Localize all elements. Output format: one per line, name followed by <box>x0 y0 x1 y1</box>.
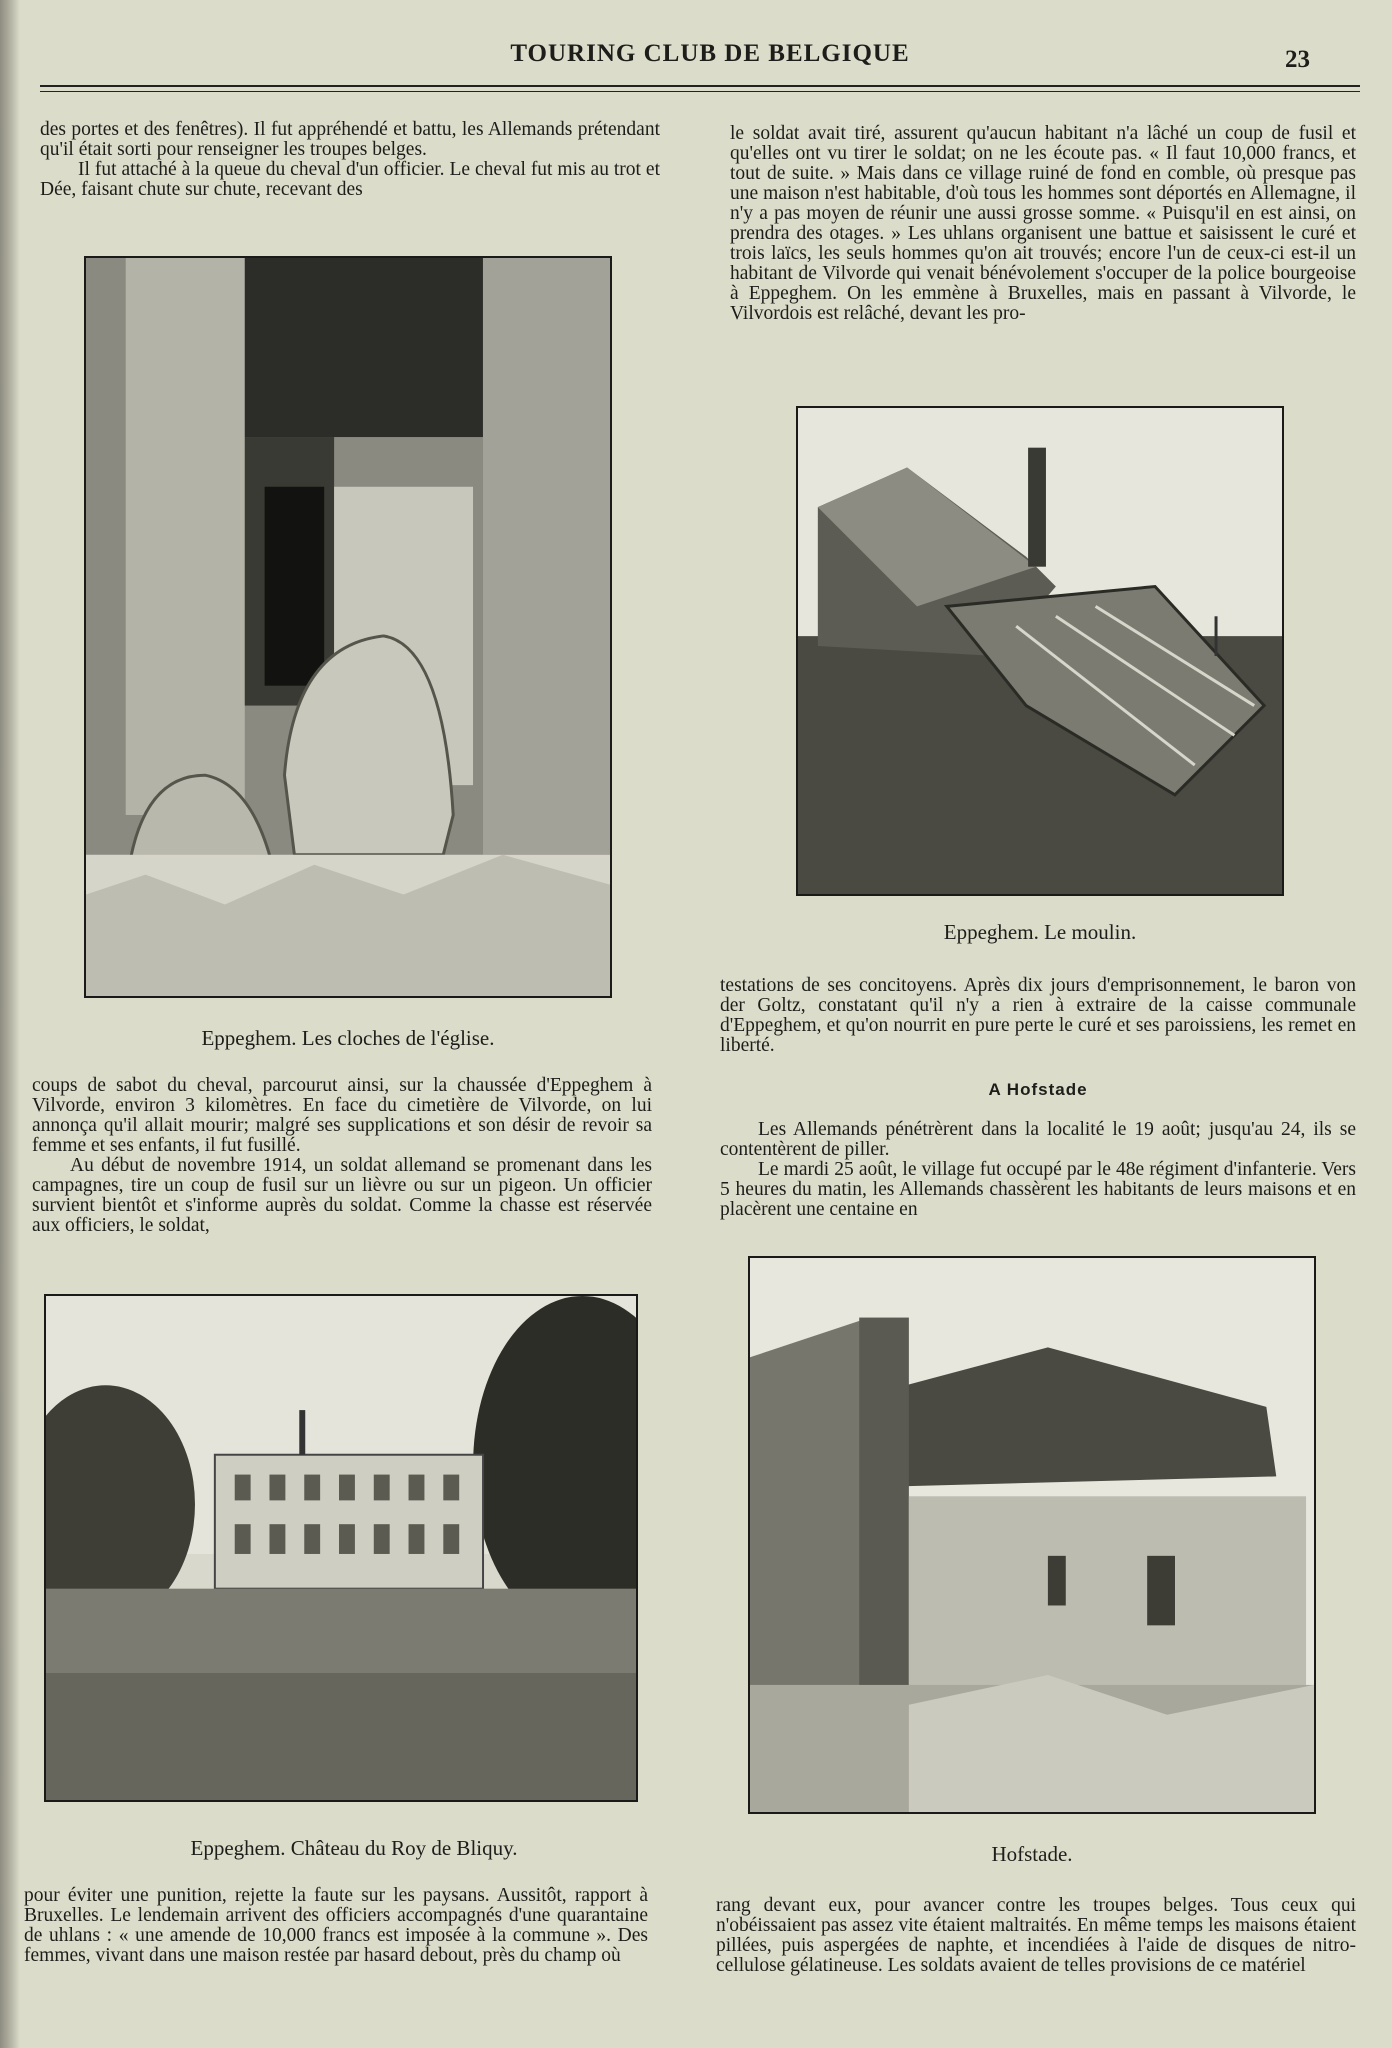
page-number: 23 <box>1285 46 1310 73</box>
paragraph: Au début de novembre 1914, un soldat allemand se promenant dans les campagnes, tire un coup de fusil sur un lièvre ou sur un pigeon. Un officier survient bientôt et s'informe auprès du soldat. Comme la chasse est réservée aux officiers, le soldat, <box>32 1155 652 1236</box>
ruined-house-photo <box>748 1256 1316 1814</box>
binding-shadow <box>0 0 20 2048</box>
paragraph: le soldat avait tiré, assurent qu'aucun habitant n'a lâché un coup de fusil et qu'elles ont vu tirer le soldat; on ne les écoute pas. « Il faut 10,000 francs, et tout de suite. » Mais dans ce village ruiné de fond en comble, où presque pas une maison n'est habitable, d'où tous les hommes sont déportés en Allemagne, il n'y a pas moyen de réunir une aussi grosse somme. « Puisqu'il en est ainsi, on prendra des otages. » Les uhlans organisent une battue et saisissent le curé et trois laïcs, les seuls hommes qu'on ait trouvés; encore l'un de ceux-ci est-il un habitant de Vilvorde qui venait bénévolement s'occuper de la police bourgeoise à Eppeghem. On les emmène à Bruxelles, mais en passant à Vilvorde, le Vilvordois est relâché, devant les pro- <box>730 123 1356 324</box>
right-column-bottom-text <box>716 1896 1356 1976</box>
paragraph: Les Allemands pénétrèrent dans la localité le 19 août; jusqu'au 24, ils se contentèrent de piller. <box>720 1119 1356 1160</box>
church-bells-photo <box>84 256 612 998</box>
caption-hofstade: Hofstade. <box>991 1842 1073 1866</box>
header-rule-thin <box>40 91 1360 92</box>
left-column-top-text <box>40 120 660 200</box>
section-heading: A Hofstade <box>988 1080 1088 1099</box>
collapsed-windmill-photo <box>796 406 1284 896</box>
paragraph: des portes et des fenêtres). Il fut appréhendé et battu, les Allemands prétendant qu'il était sorti pour renseigner les troupes belges. <box>40 119 660 160</box>
running-header: TOURING CLUB DE BELGIQUE <box>510 40 910 67</box>
caption-mill: Eppeghem. Le moulin. <box>943 920 1137 944</box>
right-column-top-text <box>730 124 1356 324</box>
paragraph: pour éviter une punition, rejette la faute sur les paysans. Aussitôt, rapport à Bruxelles. Le lendemain arrivent des officiers accompagnés d'une quarantaine de uhlans : « une amende de 10,000 francs est imposée à la commune ». Des femmes, vivant dans une maison restée par hasard debout, près du champ où <box>24 1885 648 1966</box>
left-column-mid-text <box>32 1076 652 1236</box>
header-rule <box>40 85 1360 87</box>
paragraph: coups de sabot du cheval, parcourut ainsi, sur la chaussée d'Eppeghem à Vilvorde, environ 3 kilomètres. En face du cimetière de Vilvorde, on lui annonça qu'il allait mourir; malgré ses supplications et son désir de revoir sa femme et ses enfants, il fut fusillé. <box>32 1075 652 1156</box>
caption-chateau: Eppeghem. Château du Roy de Bliquy. <box>190 1836 518 1860</box>
right-column-mid-text <box>720 976 1356 1056</box>
right-column-section-text <box>720 1120 1356 1220</box>
paragraph: rang devant eux, pour avancer contre les troupes belges. Tous ceux qui n'obéissaient pas assez vite étaient maltraités. En même temps les maisons étaient pillées, puis aspergées de naphte, et incendiées à l'aide de disques de nitro-cellulose gélatineuse. Les soldats avaient de telles provisions de ce matériel <box>716 1895 1356 1976</box>
caption-bells: Eppeghem. Les cloches de l'église. <box>201 1026 495 1050</box>
left-column-bottom-text <box>24 1886 648 1966</box>
chateau-photo <box>44 1294 638 1802</box>
paragraph: Le mardi 25 août, le village fut occupé par le 48e régiment d'infanterie. Vers 5 heures du matin, les Allemands chassèrent les habitants de leurs maisons et en placèrent une centaine en <box>720 1159 1356 1220</box>
paragraph: Il fut attaché à la queue du cheval d'un officier. Le cheval fut mis au trot et Dée, faisant chute sur chute, recevant des <box>40 159 660 200</box>
paragraph: testations de ses concitoyens. Après dix jours d'emprisonnement, le baron von der Goltz, constatant qu'il n'y a rien à extraire de la caisse communale d'Eppeghem, et qu'on nourrit en pure perte le curé et ses paroissiens, les remet en liberté. <box>720 975 1356 1056</box>
